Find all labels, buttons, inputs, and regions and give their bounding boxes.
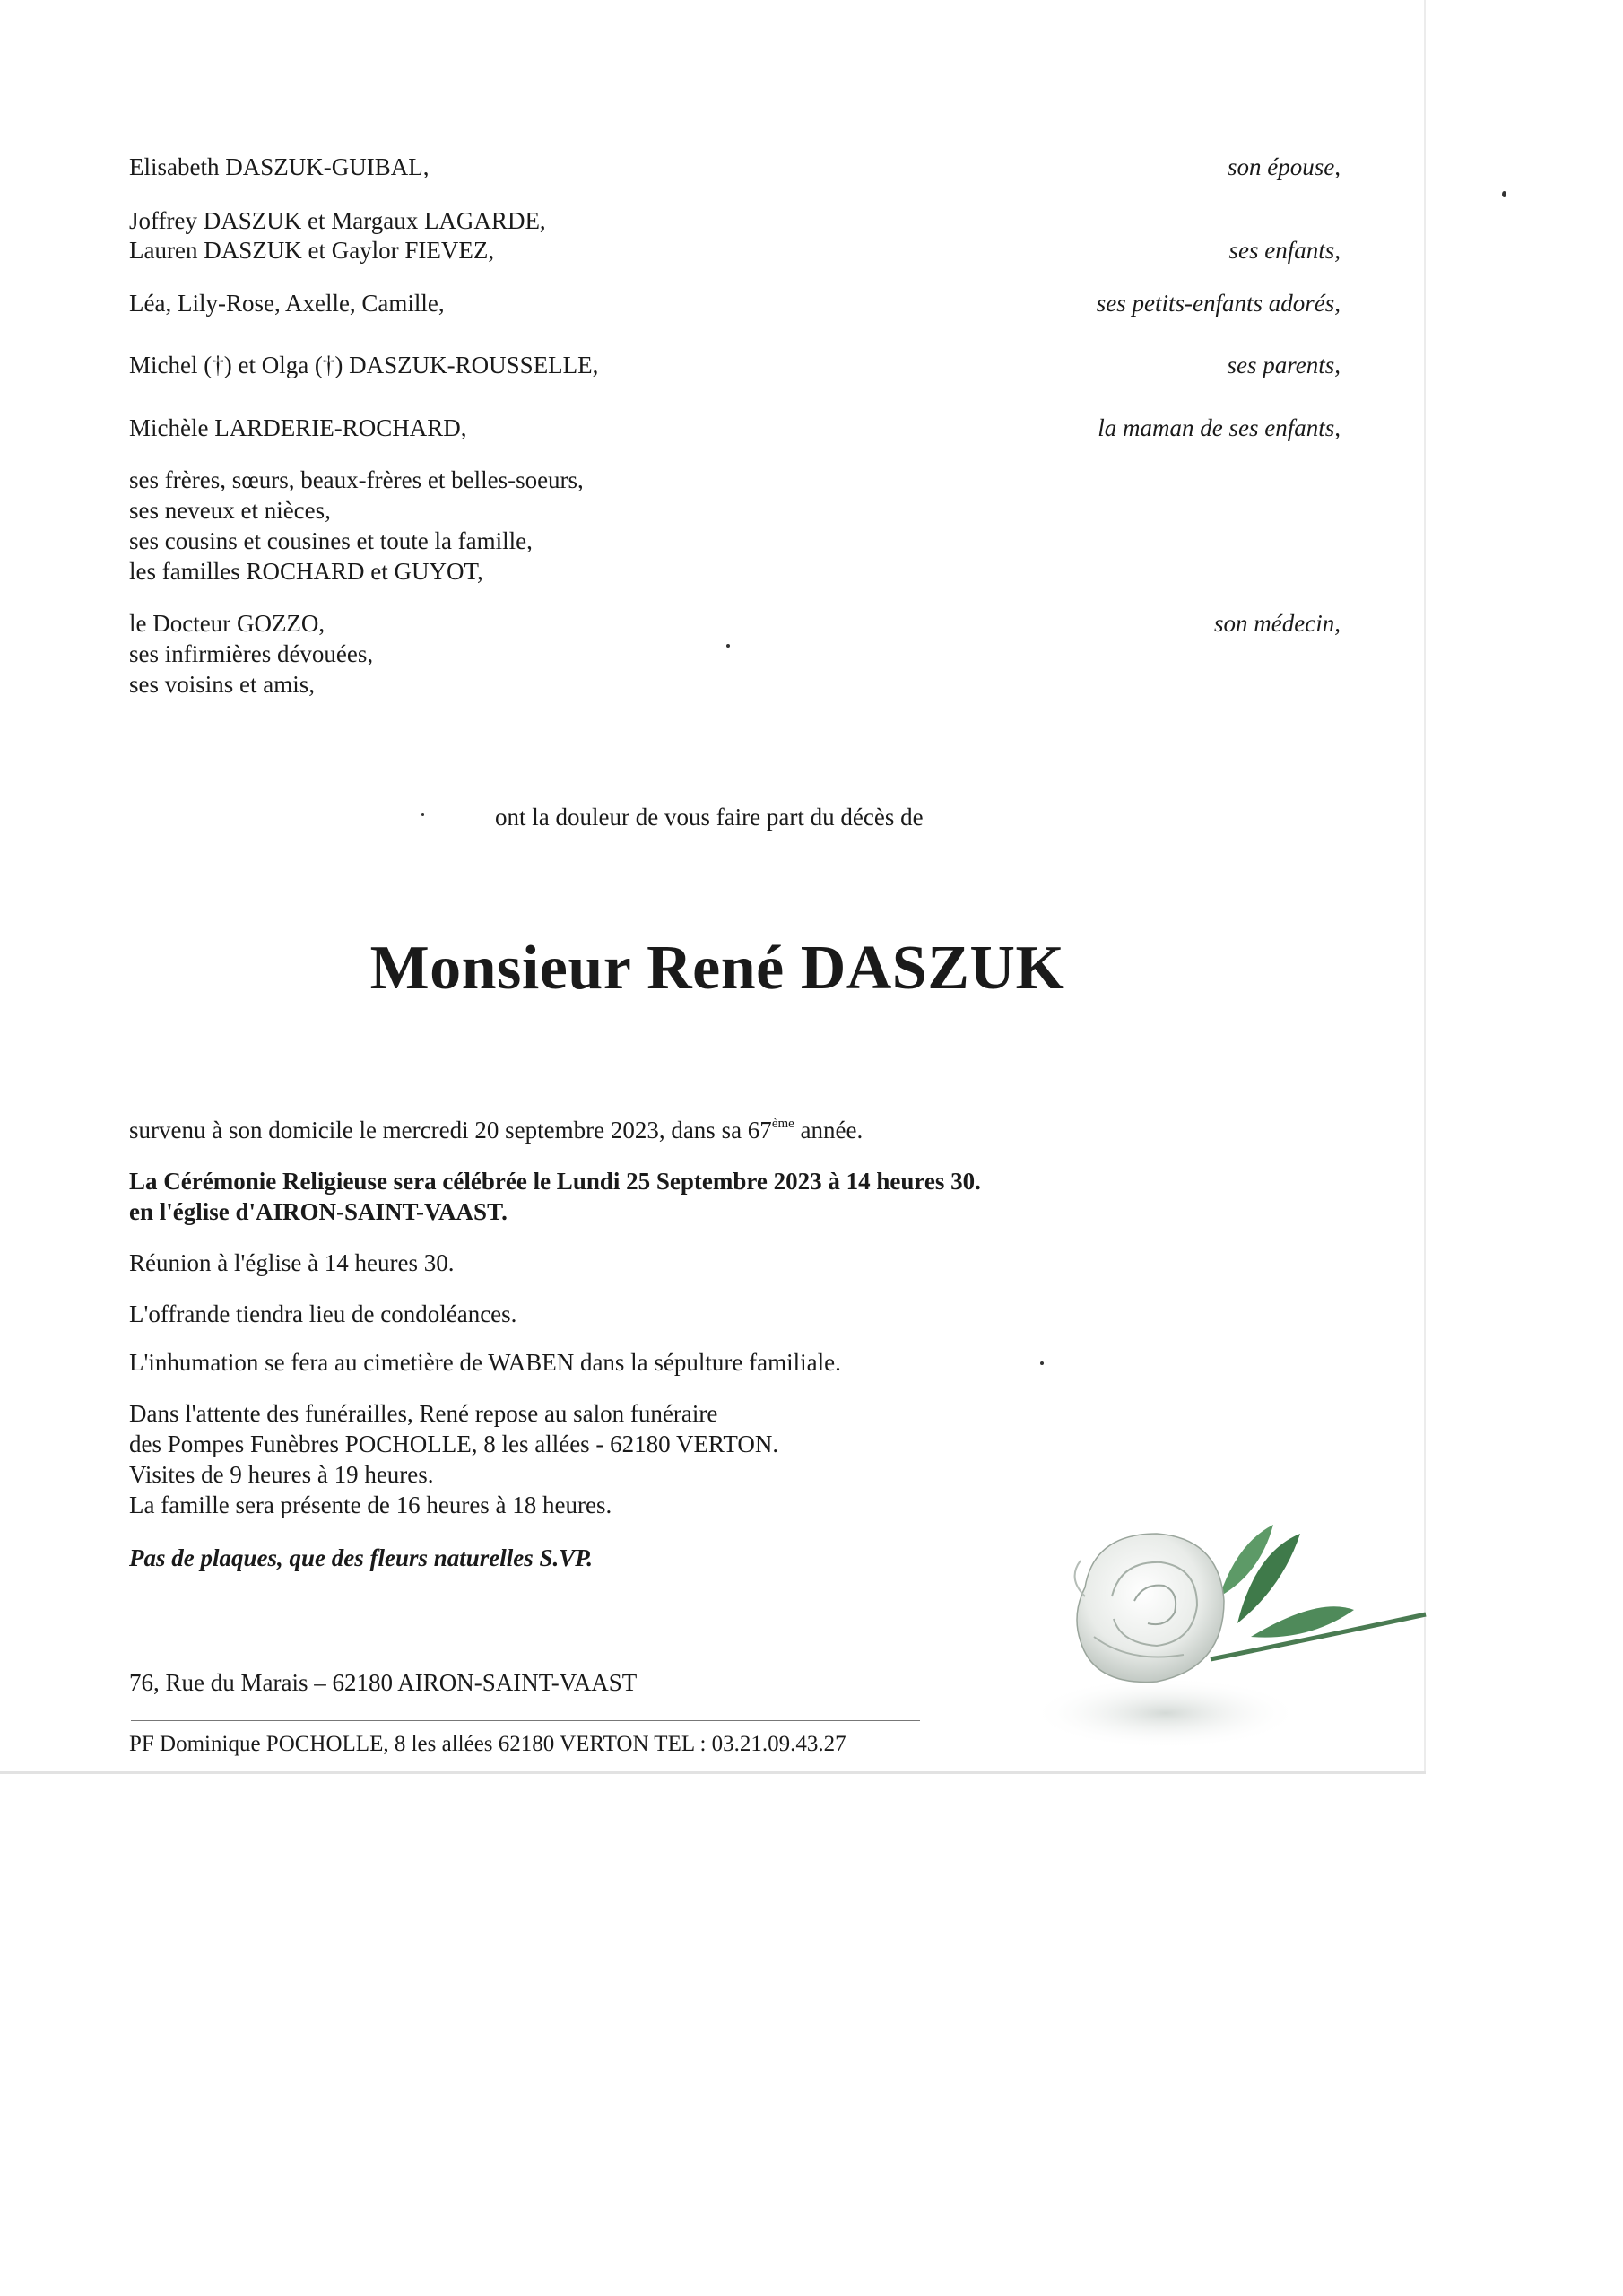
funeral-home-line: Visites de 9 heures à 19 heures. xyxy=(129,1461,434,1488)
relationship-label: son médecin, xyxy=(1214,610,1341,637)
funeral-home-footer: PF Dominique POCHOLLE, 8 les allées 62180 VERTON TEL : 03.21.09.43.27 xyxy=(129,1732,846,1756)
funeral-home-line: des Pompes Funèbres POCHOLLE, 8 les allées - 62180 VERTON. xyxy=(129,1431,779,1457)
family-line: Elisabeth DASZUK-GUIBAL, xyxy=(129,153,430,180)
family-line: ses cousins et cousines et toute la famille, xyxy=(129,527,533,554)
footer-divider xyxy=(131,1720,920,1721)
scan-speck xyxy=(726,644,730,648)
scan-speck xyxy=(1502,191,1506,197)
flowers-note: Pas de plaques, que des fleurs naturelles S.VP. xyxy=(129,1544,594,1571)
announcement-text: ont la douleur de vous faire part du décès de xyxy=(495,804,924,831)
death-line-text: survenu à son domicile le mercredi 20 septembre 2023, dans sa 67 xyxy=(129,1117,772,1144)
deceased-name: Monsieur René DASZUK xyxy=(369,934,1065,1003)
relationship-label: ses enfants, xyxy=(1228,237,1341,264)
relationship-label: son épouse, xyxy=(1228,153,1341,180)
inhumation-text: L'inhumation se fera au cimetière de WABEN dans la sépulture familiale. xyxy=(129,1349,841,1376)
death-line-end: année. xyxy=(794,1117,864,1144)
scan-speck xyxy=(1040,1361,1044,1365)
funeral-home-line: Dans l'attente des funérailles, René repose au salon funéraire xyxy=(129,1400,718,1427)
ceremony-line: La Cérémonie Religieuse sera célébrée le Lundi 25 Septembre 2023 à 14 heures 30. xyxy=(129,1168,981,1195)
family-line: ses infirmières dévouées, xyxy=(129,640,374,667)
funeral-home-line: La famille sera présente de 16 heures à 18 heures. xyxy=(129,1492,612,1518)
reunion-text: Réunion à l'église à 14 heures 30. xyxy=(129,1249,455,1276)
ordinal-suffix: ème xyxy=(771,1117,794,1131)
family-line: Joffrey DASZUK et Margaux LAGARDE, xyxy=(129,207,546,234)
address-text: 76, Rue du Marais – 62180 AIRON-SAINT-VAAST xyxy=(129,1669,638,1696)
death-line xyxy=(129,1116,863,1145)
family-line: Lauren DASZUK et Gaylor FIEVEZ, xyxy=(129,237,495,264)
relationship-label: ses petits-enfants adorés, xyxy=(1096,290,1341,317)
family-line: ses frères, sœurs, beaux-frères et belles-soeurs, xyxy=(129,466,584,493)
family-line: Michel (†) et Olga (†) DASZUK-ROUSSELLE, xyxy=(129,352,599,378)
scan-bottom-edge xyxy=(0,1771,1426,1774)
family-line: les familles ROCHARD et GUYOT, xyxy=(129,558,483,585)
family-line: Michèle LARDERIE-ROCHARD, xyxy=(129,414,467,441)
family-line: le Docteur GOZZO, xyxy=(129,610,325,637)
relationship-label: ses parents, xyxy=(1227,352,1341,378)
scan-speck xyxy=(421,813,424,816)
family-line: ses voisins et amis, xyxy=(129,671,315,698)
ceremony-line: en l'église d'AIRON-SAINT-VAAST. xyxy=(129,1198,508,1225)
family-line: Léa, Lily-Rose, Axelle, Camille, xyxy=(129,290,445,317)
relationship-label: la maman de ses enfants, xyxy=(1098,414,1341,441)
offrande-text: L'offrande tiendra lieu de condoléances. xyxy=(129,1300,517,1327)
white-rose-image xyxy=(1031,1489,1435,1758)
family-line: ses neveux et nièces, xyxy=(129,497,331,524)
